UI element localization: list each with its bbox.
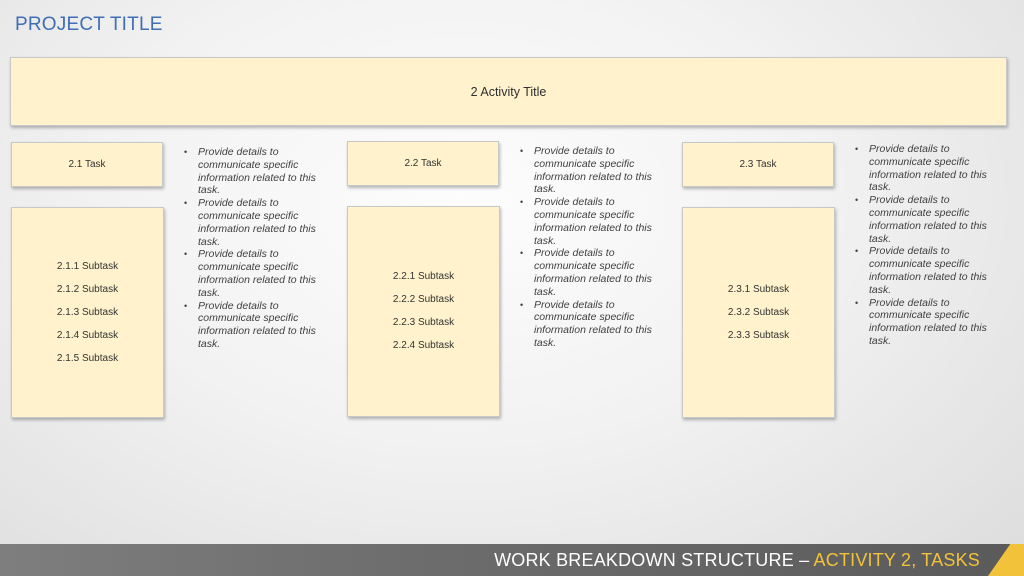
detail-item	[855, 297, 1005, 348]
detail-text: Provide details to communicate specific information related to this task.	[198, 146, 316, 197]
detail-text: Provide details to communicate specific information related to this task.	[534, 298, 652, 349]
subtask-box-2-1	[11, 207, 164, 418]
subtask-item: 2.1.1 Subtask	[56, 260, 119, 272]
bullet-icon: •	[520, 197, 524, 208]
bullet-icon: •	[855, 144, 859, 154]
subtask-item: 2.2.4 Subtask	[392, 340, 455, 351]
footer-title	[494, 550, 980, 571]
detail-item	[520, 247, 670, 298]
subtask-item: 2.2.2 Subtask	[392, 294, 455, 305]
task-box-2-1	[11, 142, 163, 187]
footer-accent-stripe	[988, 544, 1024, 576]
task-label: 2.3 Task	[739, 159, 777, 170]
task-box-2-2	[347, 141, 499, 186]
bullet-icon: •	[520, 248, 524, 259]
detail-text: Provide details to communicate specific information related to this task.	[534, 247, 652, 298]
detail-text: Provide details to communicate specific information related to this task.	[869, 296, 987, 347]
bullet-icon: •	[855, 297, 859, 308]
detail-text: Provide details to communicate specific information related to this task.	[534, 145, 652, 196]
subtask-item: 2.3.2 Subtask	[727, 306, 790, 318]
project-title: PROJECT TITLE	[15, 14, 163, 35]
activity-title: 2 Activity Title	[470, 84, 547, 99]
detail-text: Provide details to communicate specific information related to this task.	[534, 196, 652, 247]
task-details-2-3	[855, 143, 1005, 348]
bullet-icon: •	[184, 147, 188, 157]
task-details-2-1	[184, 146, 334, 351]
task-box-2-3	[682, 142, 834, 187]
detail-item	[855, 194, 1005, 245]
detail-text: Provide details to communicate specific information related to this task.	[198, 197, 316, 248]
detail-item	[520, 196, 670, 247]
detail-text: Provide details to communicate specific information related to this task.	[198, 248, 316, 299]
detail-text: Provide details to communicate specific information related to this task.	[869, 194, 987, 245]
task-label: 2.2 Task	[404, 158, 442, 169]
task-label: 2.1 Task	[68, 159, 106, 170]
detail-item	[184, 197, 334, 248]
bullet-icon: •	[184, 249, 188, 260]
bullet-icon: •	[855, 195, 859, 206]
detail-item	[184, 300, 334, 351]
detail-item	[520, 299, 670, 350]
subtask-item: 2.1.5 Subtask	[56, 352, 119, 364]
bullet-icon: •	[184, 198, 188, 209]
subtask-item: 2.3.1 Subtask	[727, 283, 790, 295]
subtask-item: 2.1.4 Subtask	[56, 329, 119, 341]
footer-main-text: WORK BREAKDOWN STRUCTURE –	[494, 550, 814, 570]
detail-item	[184, 146, 334, 197]
bullet-icon: •	[520, 146, 524, 156]
detail-text: Provide details to communicate specific information related to this task.	[198, 299, 316, 350]
activity-title-box	[10, 57, 1007, 126]
detail-item	[855, 143, 1005, 194]
footer-bar	[0, 544, 1024, 576]
subtask-item: 2.2.3 Subtask	[392, 317, 455, 328]
task-details-2-2	[520, 145, 670, 350]
subtask-item: 2.2.1 Subtask	[392, 271, 455, 282]
detail-text: Provide details to communicate specific information related to this task.	[869, 245, 987, 296]
bullet-icon: •	[855, 246, 859, 257]
subtask-item: 2.1.3 Subtask	[56, 306, 119, 318]
subtask-box-2-2	[347, 206, 500, 417]
detail-text: Provide details to communicate specific information related to this task.	[869, 143, 987, 194]
bullet-icon: •	[184, 300, 188, 311]
subtask-item: 2.3.3 Subtask	[727, 329, 790, 341]
detail-item	[520, 145, 670, 196]
detail-item	[855, 245, 1005, 296]
detail-item	[184, 248, 334, 299]
subtask-item: 2.1.2 Subtask	[56, 283, 119, 295]
bullet-icon: •	[520, 299, 524, 310]
subtask-box-2-3	[682, 207, 835, 418]
footer-accent-text: ACTIVITY 2, TASKS	[813, 550, 980, 570]
